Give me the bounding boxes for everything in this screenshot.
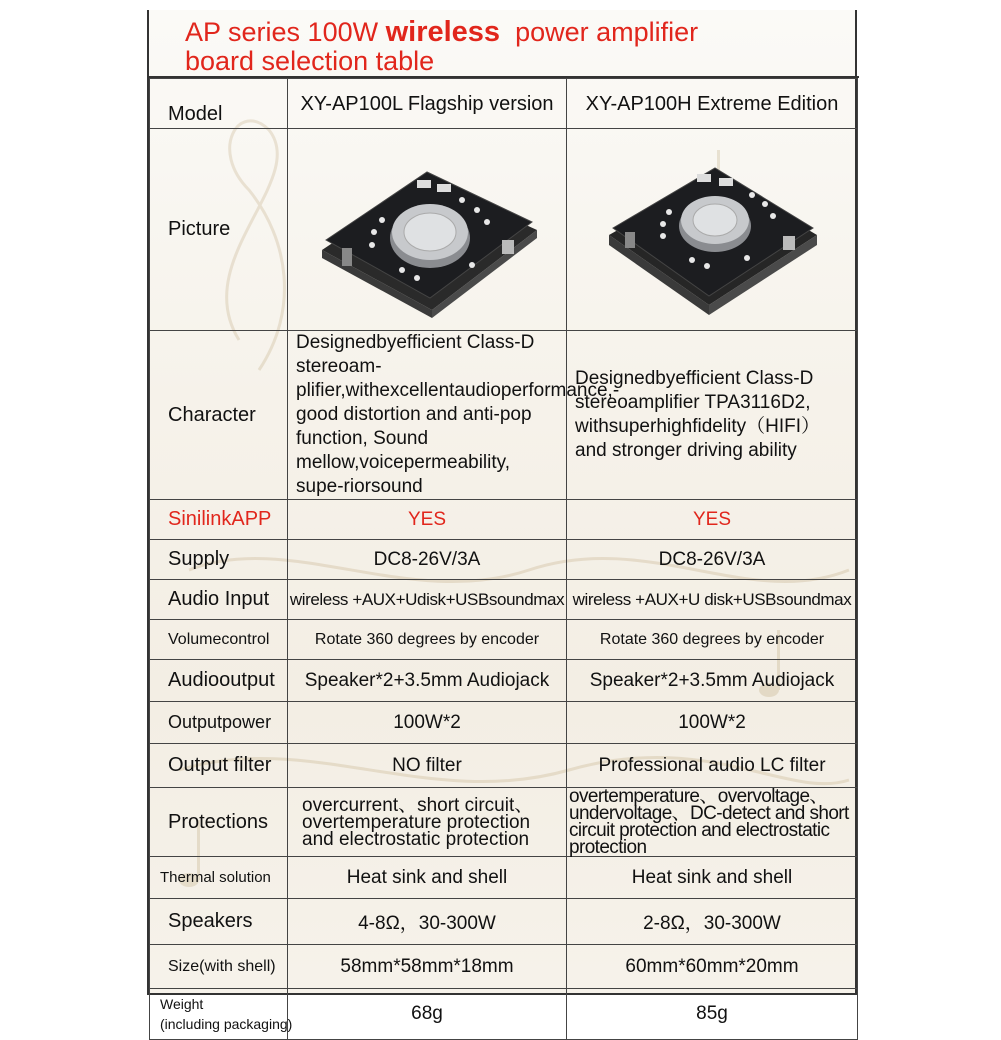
table-row-picture: [150, 129, 858, 331]
supply-label: Supply: [150, 540, 288, 580]
app-col1: YES: [288, 500, 567, 540]
board-image-ap100l: [288, 129, 567, 331]
model-label: Model: [150, 79, 288, 129]
table-row-protections: [150, 788, 858, 857]
output-filter-col2: Professional audio LC filter: [567, 744, 858, 788]
supply-col2: DC8-26V/3A: [567, 540, 858, 580]
table-row-weight: [150, 989, 858, 1040]
table-row-output-power: [150, 702, 858, 744]
volume-col1: Rotate 360 degrees by encoder: [288, 620, 567, 660]
thermal-col1: Heat sink and shell: [288, 857, 567, 899]
audio-output-col2: Speaker*2+3.5mm Audiojack: [567, 660, 858, 702]
size-label: Size(with shell): [150, 945, 288, 989]
col2-header: XY-AP100H Extreme Edition: [567, 79, 858, 129]
weight-label-line2: (including packaging): [160, 1016, 293, 1032]
board-image-ap100h: [567, 129, 858, 331]
audio-input-label: Audio Input: [150, 580, 288, 620]
audio-input-col1: wireless +AUX+Udisk+USBsoundmax: [288, 580, 567, 620]
table-row-model: [150, 79, 858, 129]
audio-input-col2: wireless +AUX+U disk+USBsoundmax: [567, 580, 858, 620]
speakers-col1: 4-8Ω，30-300W: [288, 899, 567, 945]
output-power-label: Outputpower: [150, 702, 288, 744]
thermal-col2: Heat sink and shell: [567, 857, 858, 899]
table-row-character: [150, 331, 858, 500]
table-row-audio-output: [150, 660, 858, 702]
weight-col2: 85g: [567, 989, 858, 1040]
table-row-thermal: [150, 857, 858, 899]
table-row-app: [150, 500, 858, 540]
title-line-1: [185, 18, 845, 47]
protections-col1: overcurrent、short circuit、overtemperature protection and electrostatic protection: [288, 788, 567, 857]
selection-table-page: [147, 10, 857, 1032]
weight-label-line1: Weight: [160, 996, 204, 1012]
volume-label: Volumecontrol: [150, 620, 288, 660]
thermal-label: Thermal solution: [150, 857, 288, 899]
table-row-volume: [150, 620, 858, 660]
supply-col1: DC8-26V/3A: [288, 540, 567, 580]
protections-label: Protections: [150, 788, 288, 857]
picture-label: Picture: [150, 129, 288, 331]
page-title: [185, 18, 845, 84]
title-line-2: board selection table: [185, 46, 435, 76]
title-divider: [149, 76, 859, 78]
character-col2: Designedbyefficient Class-D stereoamplifier TPA3116D2, withsuperhighfidelity（HIFI） and stronger driving ability: [567, 331, 858, 500]
table-row-output-filter: [150, 744, 858, 788]
table-row-size: [150, 945, 858, 989]
col1-header: XY-AP100L Flagship version: [288, 79, 567, 129]
title-prefix: AP series 100W: [185, 17, 386, 47]
output-power-col2: 100W*2: [567, 702, 858, 744]
table-row-audio-input: [150, 580, 858, 620]
protections-col2: overtemperature、overvoltage、undervoltage、DC-detect and short circuit protection and electrostatic protection: [567, 788, 858, 857]
size-col1: 58mm*58mm*18mm: [288, 945, 567, 989]
weight-col1: 68g: [288, 989, 567, 1040]
character-col1: Designedbyefficient Class-D stereoam-plifier,withexcellentaudioperformance,-good distortion and anti-pop function, Sound mellow,voicepermeability, supe-riorsound: [288, 331, 567, 500]
title-highlight: wireless: [385, 16, 501, 48]
speakers-label: Speakers: [150, 899, 288, 945]
size-col2: 60mm*60mm*20mm: [567, 945, 858, 989]
character-label: Character: [150, 331, 288, 500]
app-col2: YES: [567, 500, 858, 540]
table-row-speakers: [150, 899, 858, 945]
output-power-col1: 100W*2: [288, 702, 567, 744]
volume-col2: Rotate 360 degrees by encoder: [567, 620, 858, 660]
title-suffix: power amplifier: [500, 17, 699, 47]
amplifier-board-ap100h-icon: [597, 140, 827, 320]
output-filter-label: Output filter: [150, 744, 288, 788]
audio-output-col1: Speaker*2+3.5mm Audiojack: [288, 660, 567, 702]
amplifier-board-ap100l-icon: [312, 140, 542, 320]
table-row-supply: [150, 540, 858, 580]
audio-output-label: Audiooutput: [150, 660, 288, 702]
app-label: SinilinkAPP: [150, 500, 288, 540]
weight-label: [150, 989, 293, 1040]
speakers-col2: 2-8Ω，30-300W: [567, 899, 858, 945]
output-filter-col1: NO filter: [288, 744, 567, 788]
spec-table: [149, 78, 858, 1040]
